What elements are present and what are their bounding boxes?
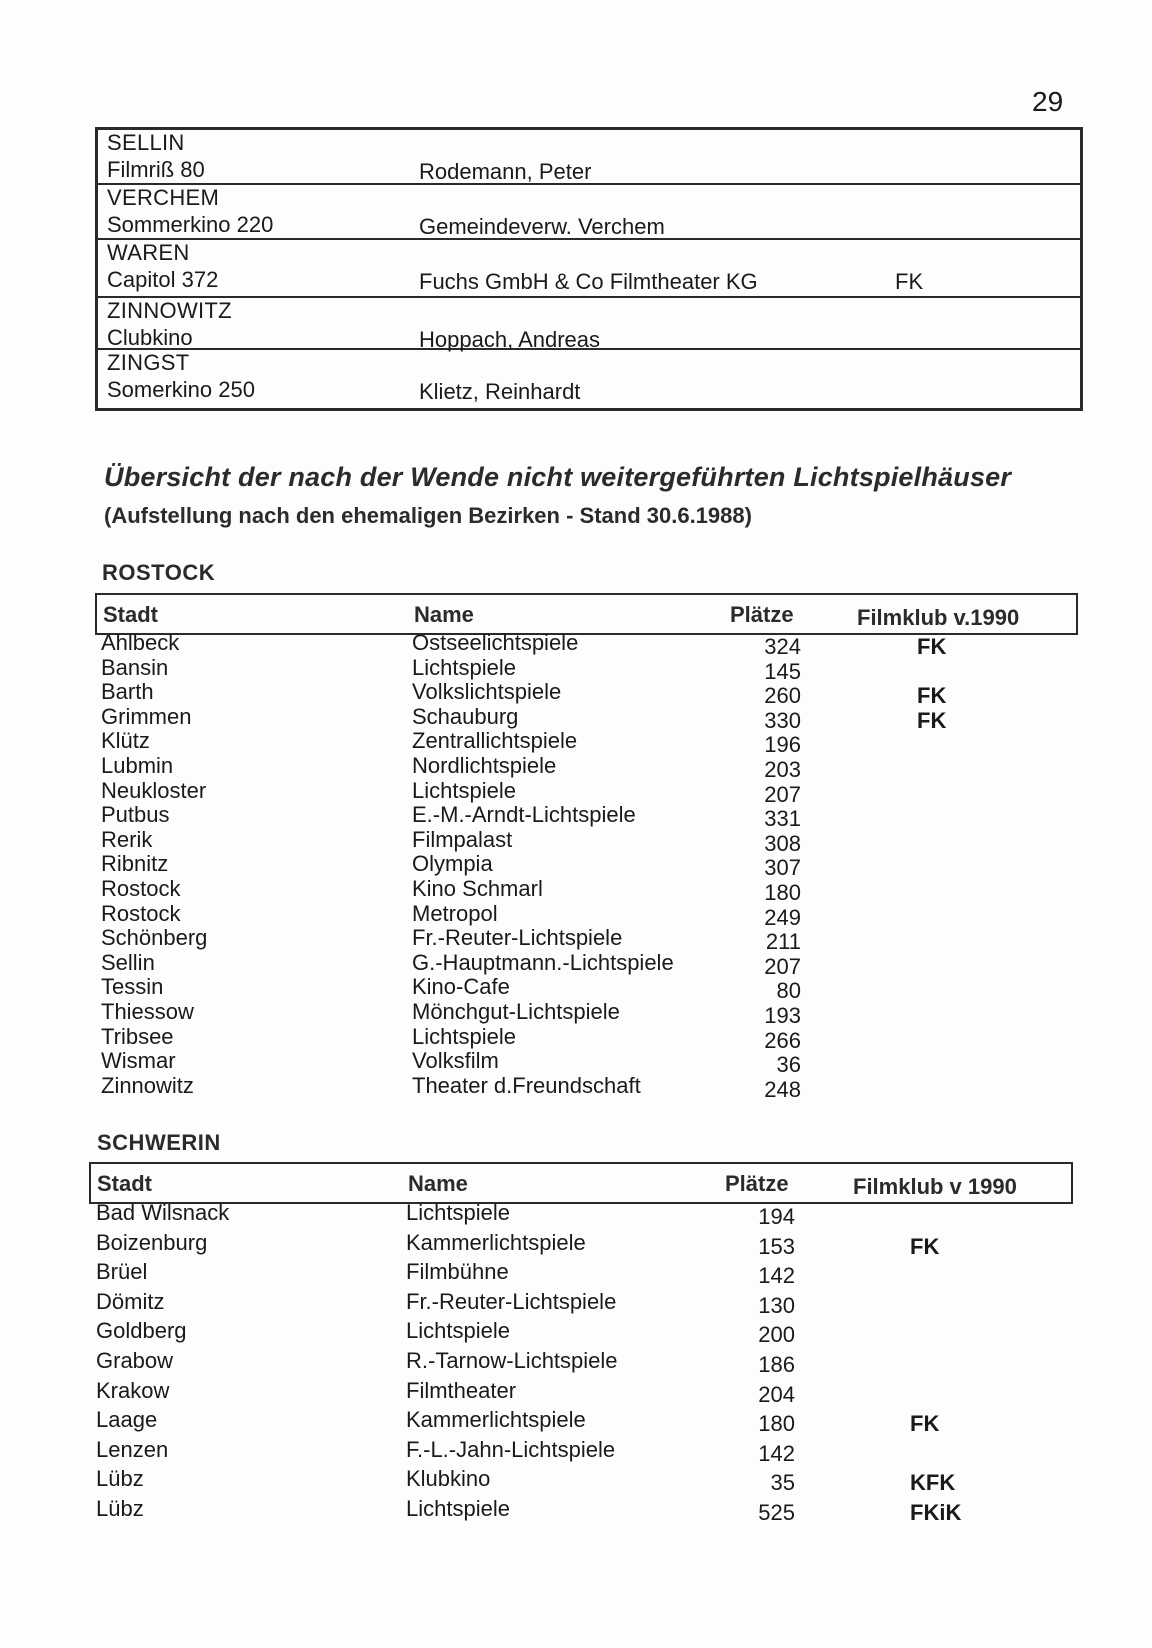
table-row	[0, 1072, 1152, 1102]
plaetze-cell: 211	[765, 929, 801, 955]
plaetze-cell: 207	[764, 781, 801, 807]
stadt-cell: Rostock	[101, 875, 181, 901]
table-row	[0, 703, 1152, 733]
name-cell: Volkslichtspiele	[412, 679, 562, 705]
table-row	[0, 1348, 1152, 1378]
table-row	[0, 1318, 1152, 1348]
plaetze-cell: 308	[764, 830, 801, 856]
city-name: VERCHEM	[107, 185, 220, 210]
plaetze-cell: 145	[764, 658, 801, 684]
rostock-header	[95, 593, 1078, 635]
name-cell: Lichtspiele	[412, 1023, 516, 1049]
header-name: Name	[414, 602, 474, 627]
header-plaetze: Plätze	[725, 1171, 789, 1196]
name-cell: Lichtspiele	[406, 1200, 510, 1225]
filmklub-mark: FK	[895, 269, 924, 294]
filmklub-cell: FK	[917, 683, 947, 709]
stadt-cell: Putbus	[101, 802, 170, 828]
filmklub-cell: FK	[910, 1411, 940, 1437]
plaetze-cell: 35	[770, 1470, 795, 1496]
name-cell: Olympia	[412, 851, 493, 877]
stadt-cell: Zinnowitz	[101, 1072, 194, 1098]
stadt-cell: Lübz	[96, 1495, 144, 1521]
stadt-cell: Lübz	[96, 1466, 144, 1492]
table-row	[0, 679, 1152, 709]
table-row	[0, 728, 1152, 758]
stadt-cell: Tribsee	[101, 1023, 174, 1049]
section-subheading: (Aufstellung nach den ehemaligen Bezirken - Stand 30.6.1988)	[104, 503, 752, 528]
stadt-cell: Lubmin	[101, 752, 174, 778]
stadt-cell: Brüel	[96, 1259, 148, 1285]
cinema-name: Sommerkino 220	[107, 212, 274, 237]
table-row	[0, 1496, 1152, 1526]
plaetze-cell: 142	[758, 1440, 795, 1466]
plaetze-cell: 36	[776, 1052, 801, 1078]
top-table-row	[98, 240, 1080, 298]
filmklub-cell: FKiK	[910, 1499, 962, 1525]
plaetze-cell: 249	[764, 904, 801, 930]
plaetze-cell: 193	[764, 1002, 801, 1028]
name-cell: Kino-Cafe	[412, 974, 510, 1000]
table-row	[0, 949, 1152, 979]
table-row	[0, 1289, 1152, 1319]
plaetze-cell: 324	[764, 634, 801, 659]
top-table-row	[98, 350, 1080, 408]
name-cell: Filmtheater	[406, 1377, 517, 1403]
stadt-cell: Thiessow	[101, 998, 194, 1024]
plaetze-cell: 80	[776, 978, 801, 1004]
rostock-label: ROSTOCK	[102, 560, 216, 585]
plaetze-cell: 260	[764, 683, 801, 709]
stadt-cell: Ahlbeck	[101, 630, 180, 655]
plaetze-cell: 196	[764, 732, 801, 758]
table-row	[0, 900, 1152, 930]
name-cell: Kino Schmarl	[412, 875, 543, 901]
stadt-cell: Tessin	[101, 974, 164, 1000]
table-row	[0, 630, 1152, 659]
table-row	[0, 1023, 1152, 1053]
stadt-cell: Grabow	[96, 1347, 174, 1373]
name-cell: Schauburg	[412, 703, 519, 729]
table-row	[0, 654, 1152, 684]
header-name: Name	[408, 1171, 468, 1196]
table-row	[0, 1259, 1152, 1289]
name-cell: Ostseelichtspiele	[412, 630, 579, 655]
table-row	[0, 974, 1152, 1004]
plaetze-cell: 130	[758, 1292, 795, 1318]
plaetze-cell: 525	[758, 1499, 795, 1525]
owner-name: Klietz, Reinhardt	[419, 379, 581, 404]
name-cell: Lichtspiele	[412, 777, 516, 803]
plaetze-cell: 266	[764, 1027, 801, 1053]
header-stadt: Stadt	[97, 1171, 152, 1196]
name-cell: Filmbühne	[406, 1259, 509, 1285]
cinema-name: Capitol 372	[107, 267, 219, 292]
name-cell: Metropol	[412, 900, 498, 926]
stadt-cell: Grimmen	[101, 703, 192, 729]
top-table-row	[98, 185, 1080, 240]
name-cell: Fr.-Reuter-Lichtspiele	[412, 925, 623, 951]
plaetze-cell: 331	[764, 806, 801, 832]
stadt-cell: Ribnitz	[101, 851, 169, 877]
plaetze-cell: 330	[764, 707, 801, 733]
header-filmklub: Filmklub v.1990	[857, 605, 1020, 630]
cinema-name: Somerkino 250	[107, 377, 255, 402]
stadt-cell: Rerik	[101, 826, 153, 852]
name-cell: Fr.-Reuter-Lichtspiele	[406, 1288, 617, 1314]
schwerin-header	[89, 1162, 1073, 1204]
header-filmklub: Filmklub v 1990	[853, 1174, 1017, 1199]
table-row	[0, 851, 1152, 881]
top-table	[95, 127, 1083, 411]
plaetze-cell: 153	[758, 1233, 795, 1259]
plaetze-cell: 204	[758, 1381, 795, 1407]
section-heading: Übersicht der nach der Wende nicht weitergeführten Lichtspielhäuser	[104, 462, 1012, 492]
name-cell: Kammerlichtspiele	[406, 1407, 586, 1433]
plaetze-cell: 203	[764, 756, 801, 782]
owner-name: Rodemann, Peter	[419, 159, 592, 184]
plaetze-cell: 307	[764, 855, 801, 881]
stadt-cell: Dömitz	[96, 1288, 165, 1314]
table-row	[0, 1048, 1152, 1078]
name-cell: Filmpalast	[412, 826, 513, 852]
header-plaetze: Plätze	[730, 602, 794, 627]
plaetze-cell: 180	[758, 1411, 795, 1437]
stadt-cell: Goldberg	[96, 1318, 187, 1344]
plaetze-cell: 194	[758, 1204, 795, 1229]
filmklub-cell: FK	[910, 1233, 940, 1259]
plaetze-cell: 248	[764, 1076, 801, 1102]
name-cell: Kammerlichtspiele	[406, 1229, 586, 1255]
table-row	[0, 752, 1152, 782]
table-row	[0, 1378, 1152, 1408]
table-row	[0, 998, 1152, 1028]
name-cell: Theater d.Freundschaft	[412, 1072, 641, 1098]
top-table-row	[98, 130, 1080, 185]
filmklub-cell: KFK	[910, 1470, 956, 1496]
name-cell: Zentrallichtspiele	[412, 728, 578, 754]
cinema-name: Filmriß 80	[107, 157, 205, 182]
plaetze-cell: 207	[764, 953, 801, 979]
stadt-cell: Neukloster	[101, 777, 207, 803]
name-cell: Lichtspiele	[412, 654, 516, 680]
table-row	[0, 875, 1152, 905]
table-row	[0, 1437, 1152, 1467]
plaetze-cell: 186	[758, 1351, 795, 1377]
city-name: SELLIN	[107, 130, 185, 155]
name-cell: Nordlichtspiele	[412, 752, 557, 778]
name-cell: F.-L.-Jahn-Lichtspiele	[406, 1436, 616, 1462]
owner-name: Gemeindeverw. Verchem	[419, 214, 665, 239]
stadt-cell: Sellin	[101, 949, 155, 975]
city-name: WAREN	[107, 240, 190, 265]
owner-name: Fuchs GmbH & Co Filmtheater KG	[419, 269, 758, 294]
table-row	[0, 1200, 1152, 1230]
city-name: ZINGST	[107, 350, 190, 375]
plaetze-cell: 180	[764, 879, 801, 905]
stadt-cell: Bansin	[101, 654, 169, 680]
stadt-cell: Wismar	[101, 1048, 176, 1074]
stadt-cell: Rostock	[101, 900, 181, 926]
stadt-cell: Bad Wilsnack	[96, 1200, 230, 1225]
table-row	[0, 1407, 1152, 1437]
name-cell: Lichtspiele	[406, 1495, 510, 1521]
name-cell: G.-Hauptmann.-Lichtspiele	[412, 949, 674, 975]
table-row	[0, 802, 1152, 832]
owner-name: Hoppach, Andreas	[419, 327, 601, 352]
name-cell: Lichtspiele	[406, 1318, 510, 1344]
stadt-cell: Boizenburg	[96, 1229, 208, 1255]
header-stadt: Stadt	[103, 602, 158, 627]
stadt-cell: Krakow	[96, 1377, 170, 1403]
table-row	[0, 1466, 1152, 1496]
name-cell: Mönchgut-Lichtspiele	[412, 998, 620, 1024]
table-row	[0, 826, 1152, 856]
plaetze-cell: 142	[758, 1263, 795, 1289]
schwerin-label: SCHWERIN	[97, 1130, 221, 1155]
filmklub-cell: FK	[917, 707, 947, 733]
stadt-cell: Klütz	[101, 728, 150, 754]
table-row	[0, 777, 1152, 807]
table-row	[0, 925, 1152, 955]
stadt-cell: Laage	[96, 1407, 158, 1433]
top-table-row	[98, 298, 1080, 350]
cinema-name: Clubkino	[107, 325, 193, 350]
name-cell: E.-M.-Arndt-Lichtspiele	[412, 802, 636, 828]
plaetze-cell: 200	[758, 1322, 795, 1348]
stadt-cell: Lenzen	[96, 1436, 169, 1462]
stadt-cell: Barth	[101, 679, 154, 705]
name-cell: R.-Tarnow-Lichtspiele	[406, 1347, 618, 1373]
name-cell: Klubkino	[406, 1466, 491, 1492]
table-row	[0, 1230, 1152, 1260]
city-name: ZINNOWITZ	[107, 298, 232, 323]
page-number: 29	[1032, 86, 1064, 117]
schwerin-rows	[0, 1200, 1152, 1526]
name-cell: Volksfilm	[412, 1048, 499, 1074]
filmklub-cell: FK	[917, 634, 947, 659]
stadt-cell: Schönberg	[101, 925, 208, 951]
rostock-rows	[0, 630, 1152, 1102]
